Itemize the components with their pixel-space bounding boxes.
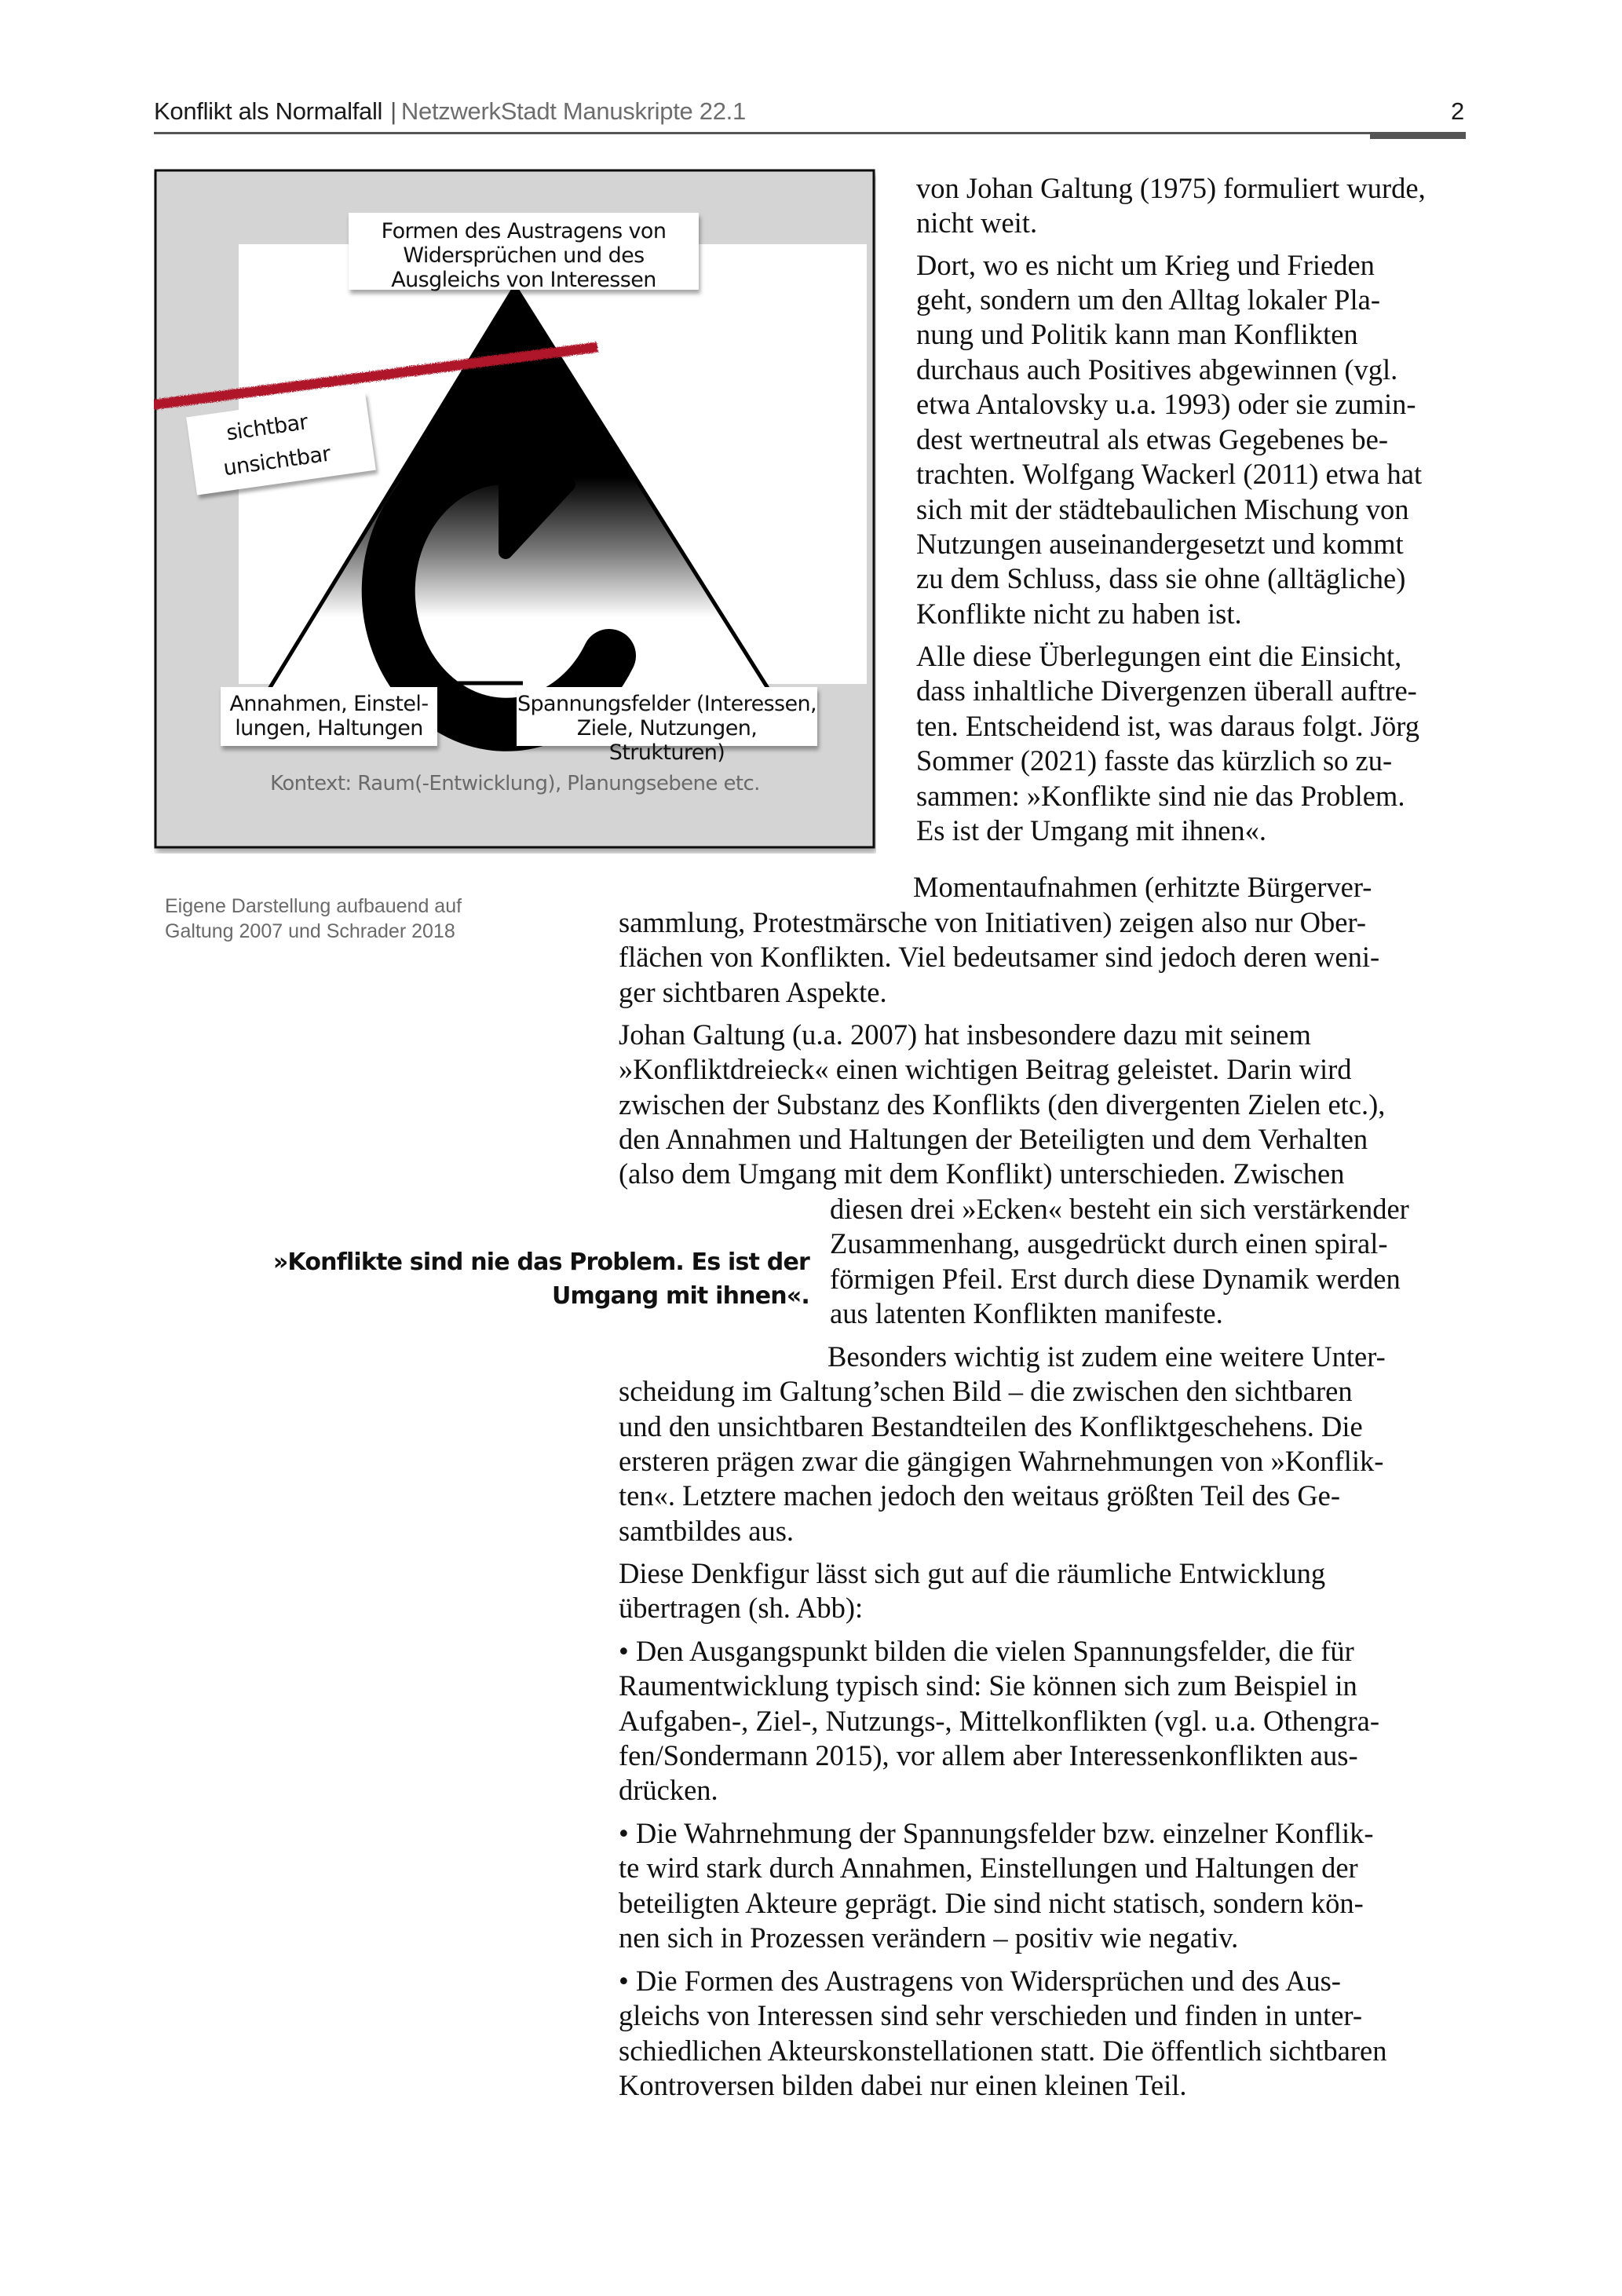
body-text-line: nicht weit. xyxy=(916,207,1038,239)
body-text-line: geht, sondern um den Alltag lokaler Pla- xyxy=(916,283,1380,316)
figure-label-behavior xyxy=(349,213,699,293)
body-text-line: ten«. Letztere machen jedoch den weitaus größten Teil des Ge- xyxy=(619,1479,1341,1512)
label-line: Formen des Austragens von xyxy=(381,219,667,243)
body-text-line: • Die Wahrnehmung der Spannungsfelder bzw. einzelner Konflik- xyxy=(619,1817,1374,1849)
body-text-line: ten. Entscheidend ist, was daraus folgt. Jörg xyxy=(916,710,1419,742)
body-text-line: fen/Sondermann 2015), vor allem aber Interessenkonflikten aus- xyxy=(619,1739,1358,1771)
body-text-line: Besonders wichtig ist zudem eine weitere Unter- xyxy=(827,1340,1386,1373)
body-text-line: Konflikte nicht zu haben ist. xyxy=(916,598,1242,630)
body-text-line: nen sich in Prozessen verändern – positiv wie negativ. xyxy=(619,1921,1239,1954)
body-text-line: drücken. xyxy=(619,1774,718,1806)
body-text-line: samtbildes aus. xyxy=(619,1515,795,1547)
pull-quote-line: Umgang mit ihnen«. xyxy=(551,1282,809,1310)
body-text-line: und den unsichtbaren Bestandteilen des Konfliktgeschehens. Die xyxy=(619,1410,1363,1442)
label-line: Spannungsfelder (Interessen, xyxy=(517,692,817,716)
body-text-line: nung und Politik kann man Konflikten xyxy=(916,318,1358,350)
body-text-line: Momentaufnahmen (erhitzte Bürgerver- xyxy=(913,871,1372,903)
body-text-line: Dort, wo es nicht um Krieg und Frieden xyxy=(916,249,1375,281)
body-text-line: »Konfliktdreieck« einen wichtigen Beitrag geleistet. Darin wird xyxy=(619,1053,1352,1085)
label-line: Ziele, Nutzungen, Strukturen) xyxy=(576,716,758,766)
body-text-line: gleichs von Interessen sind sehr verschieden und finden in unter- xyxy=(619,1999,1362,2031)
page-number: 2 xyxy=(1451,97,1465,125)
body-text-line: dass inhaltliche Divergenzen überall auftre- xyxy=(916,675,1417,707)
label-line: Widersprüchen und des xyxy=(403,243,645,269)
figure-context-label: Kontext: Raum(-Entwicklung), Planungsebene etc. xyxy=(270,772,760,795)
body-text-line: zu dem Schluss, dass sie ohne (alltägliche) xyxy=(916,562,1406,594)
visible-label: sichtbar xyxy=(225,410,309,446)
body-text-line: Kontroversen bilden dabei nur einen kleinen Teil. xyxy=(619,2069,1187,2101)
figure-caption-line: Eigene Darstellung aufbauend auf xyxy=(165,895,462,917)
body-text-line: ersteren prägen zwar die gängigen Wahrnehmungen von »Konflik- xyxy=(619,1445,1384,1477)
header-title: Konflikt als Normalfall xyxy=(154,97,383,125)
body-text-line: diesen drei »Ecken« besteht ein sich verstärkender xyxy=(830,1193,1409,1225)
body-text-line: den Annahmen und Haltungen der Beteiligten und dem Verhalten xyxy=(619,1123,1368,1155)
body-text-line: sich mit der städtebaulichen Mischung von xyxy=(916,493,1409,525)
body-text-line: te wird stark durch Annahmen, Einstellungen und Haltungen der xyxy=(619,1852,1358,1884)
body-text-line: sammen: »Konflikte sind nie das Problem. xyxy=(916,780,1405,812)
body-text-line: Es ist der Umgang mit ihnen«. xyxy=(916,814,1267,846)
body-text-line: aus latenten Konflikten manifeste. xyxy=(830,1297,1223,1329)
label-line: Ausgleichs von Interessen xyxy=(391,268,656,293)
body-text-line: scheidung im Galtung’schen Bild – die zwischen den sichtbaren xyxy=(619,1375,1353,1407)
body-text-line: Diese Denkfigur lässt sich gut auf die räumliche Entwicklung xyxy=(619,1557,1326,1589)
figure-label-attitudes xyxy=(221,687,437,746)
header-rule-accent xyxy=(1370,132,1466,139)
body-text-line: • Den Ausgangspunkt bilden die vielen Spannungsfelder, die für xyxy=(619,1635,1354,1667)
body-text-line: trachten. Wolfgang Wackerl (2011) etwa hat xyxy=(916,458,1423,490)
body-text-line: Aufgaben-, Ziel-, Nutzungs-, Mittelkonflikten (vgl. u.a. Othengra- xyxy=(619,1705,1380,1737)
header-rule xyxy=(154,132,1466,134)
invisible-label: unsichtbar xyxy=(221,441,332,481)
body-text-line: beteiligten Akteure geprägt. Die sind nicht statisch, sondern kön- xyxy=(619,1887,1364,1919)
label-line: lungen, Haltungen xyxy=(235,716,423,741)
body-text-line: zwischen der Substanz des Konflikts (den divergenten Zielen etc.), xyxy=(619,1088,1386,1121)
body-text-line: Alle diese Überlegungen eint die Einsicht, xyxy=(916,640,1402,672)
figure-label-contradictions xyxy=(517,687,817,766)
label-line: Annahmen, Einstel- xyxy=(229,692,429,716)
header-separator: | xyxy=(390,97,396,125)
running-header xyxy=(154,97,746,126)
body-text-line: Johan Galtung (u.a. 2007) hat insbesondere dazu mit seinem xyxy=(619,1018,1311,1051)
body-text-line: Zusammenhang, ausgedrückt durch einen spiral- xyxy=(830,1227,1388,1260)
body-text-line: schiedlichen Akteurskonstellationen statt. Die öffentlich sichtbaren xyxy=(619,2035,1387,2067)
body-text-line: sammlung, Protestmärsche von Initiativen) zeigen also nur Ober- xyxy=(619,906,1367,938)
body-text-line: (also dem Umgang mit dem Konflikt) unterschieden. Zwischen xyxy=(619,1157,1345,1190)
figure-caption-line: Galtung 2007 und Schrader 2018 xyxy=(165,920,455,942)
body-text-line: Raumentwicklung typisch sind: Sie können sich zum Beispiel in xyxy=(619,1669,1357,1702)
body-text-line: förmigen Pfeil. Erst durch diese Dynamik werden xyxy=(830,1263,1401,1295)
body-text-line: etwa Antalovsky u.a. 1993) oder sie zumin- xyxy=(916,388,1416,420)
conflict-triangle-figure xyxy=(154,169,876,854)
body-text-line: übertragen (sh. Abb): xyxy=(619,1592,864,1624)
body-text-line: Nutzungen auseinandergesetzt und kommt xyxy=(916,528,1404,560)
pull-quote-line: »Konflikte sind nie das Problem. Es ist der xyxy=(272,1249,809,1276)
header-series: NetzwerkStadt Manuskripte 22.1 xyxy=(400,97,746,125)
body-text-line: dest wertneutral als etwas Gegebenes be- xyxy=(916,423,1388,455)
body-text-line: von Johan Galtung (1975) formuliert wurde, xyxy=(916,172,1426,204)
body-text-line: durchaus auch Positives abgewinnen (vgl. xyxy=(916,353,1398,386)
body-text-line: • Die Formen des Austragens von Widersprüchen und des Aus- xyxy=(619,1965,1341,1997)
body-text-line: Sommer (2021) fasste das kürzlich so zu- xyxy=(916,744,1393,777)
body-text-line: flächen von Konflikten. Viel bedeutsamer sind jedoch deren weni- xyxy=(619,941,1380,973)
body-text-line: ger sichtbaren Aspekte. xyxy=(619,976,887,1008)
